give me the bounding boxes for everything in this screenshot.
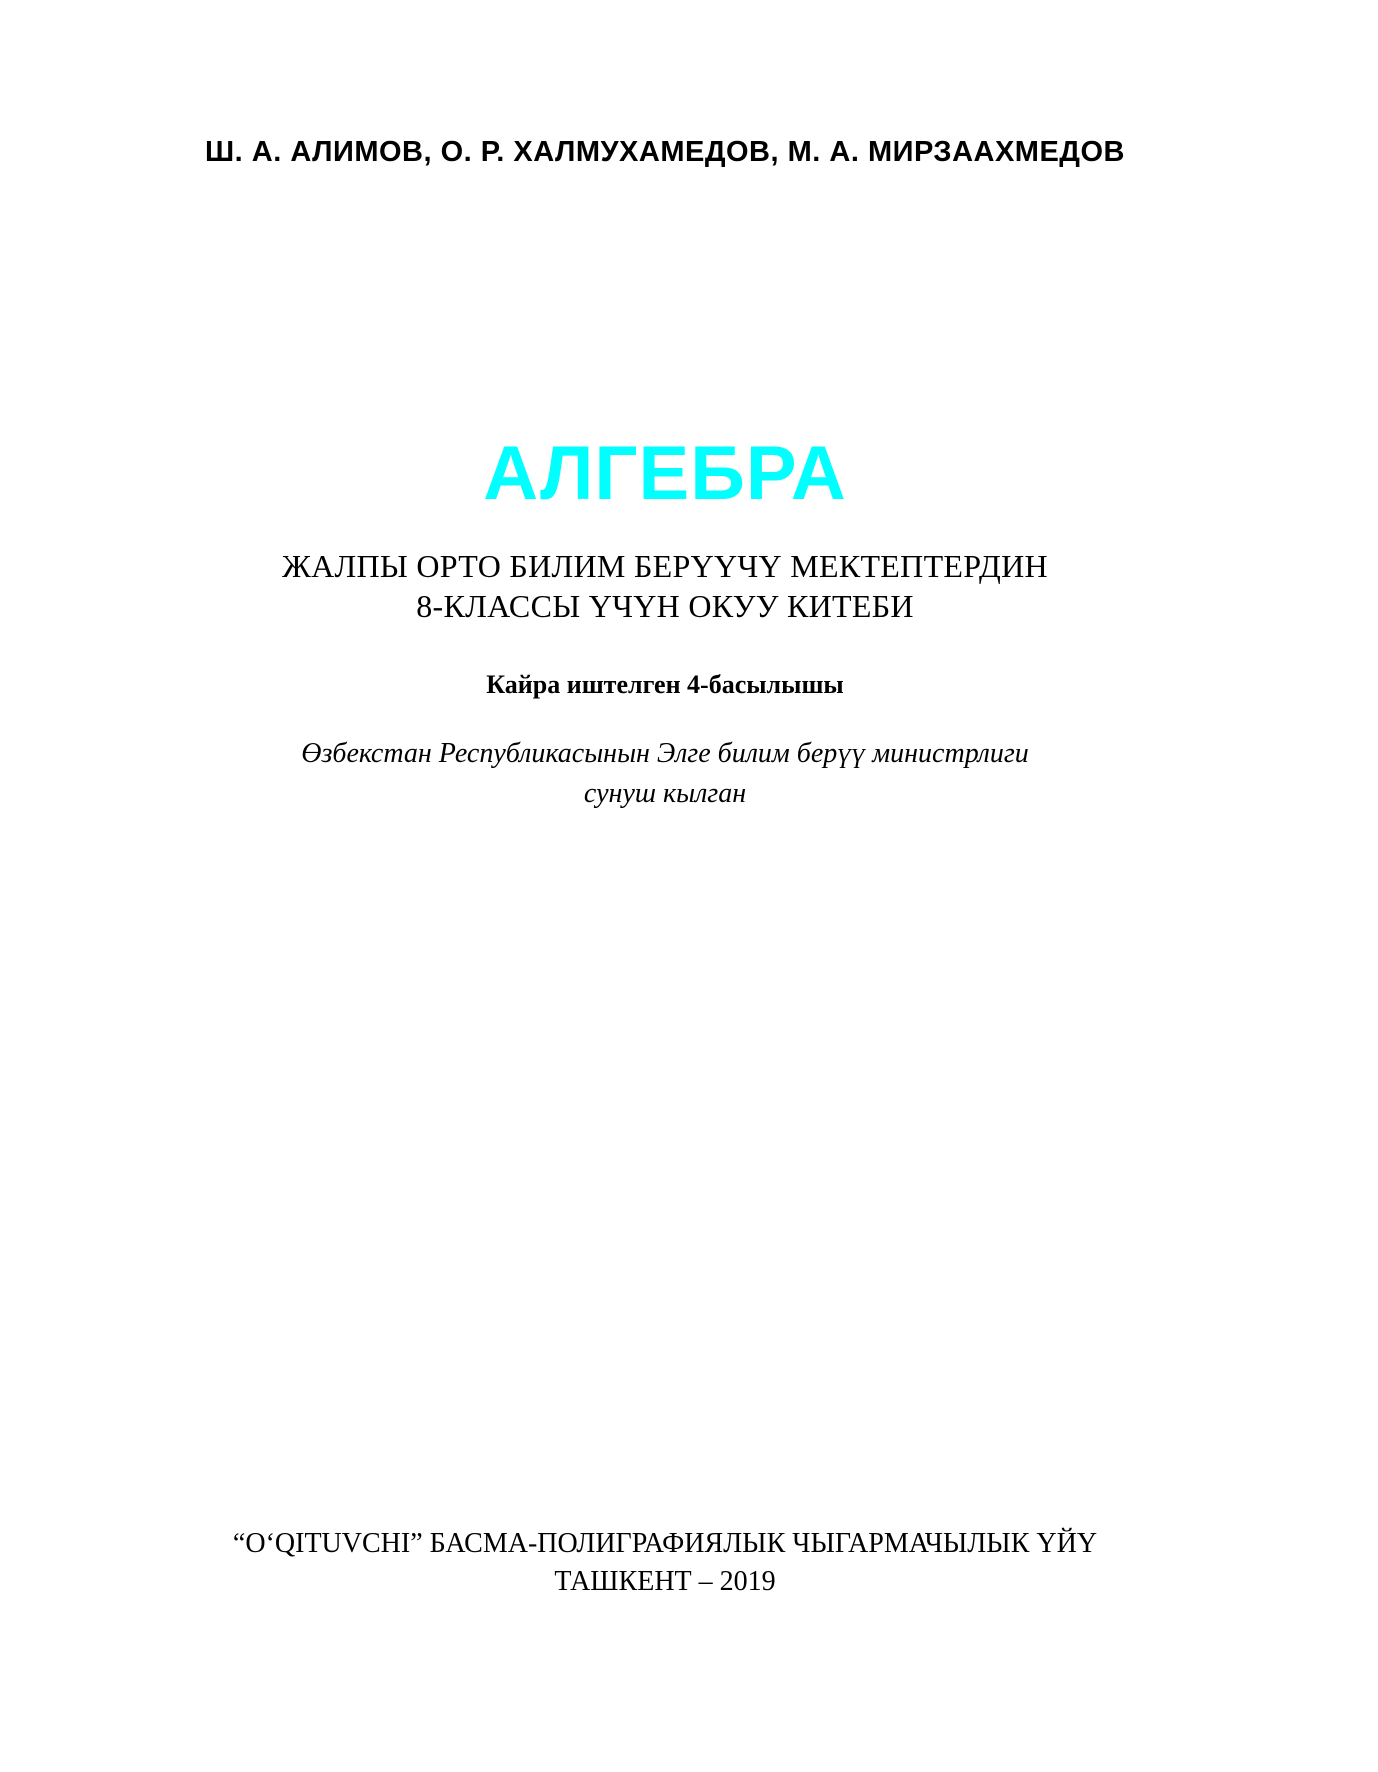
approval-line-2: сунуш кылган — [583, 778, 747, 809]
approval-line-1: Өзбекстан Республикасынын Элге билим берүү министрлиги — [301, 738, 1029, 769]
publisher-name: “O‘QITUVCHI” БАСМА-ПОЛИГРАФИЯЛЫК ЧЫГАРМАЧЫЛЫК ҮЙҮ — [232, 1528, 1098, 1559]
publisher-city-year: ТАШКЕНТ – 2019 — [554, 1566, 776, 1597]
subtitle-line-2: 8-КЛАССЫ ҮЧҮН ОКУУ КИТЕБИ — [416, 588, 914, 624]
book-title: АЛГЕБРА — [483, 431, 847, 516]
authors-line: Ш. А. АЛИМОВ, О. Р. ХАЛМУХАМЕДОВ, М. А. МИРЗААХМЕДОВ — [205, 136, 1125, 168]
subtitle-line-1: ЖАЛПЫ ОРТО БИЛИМ БЕРҮҮЧҮ МЕКТЕПТЕРДИН — [282, 548, 1048, 584]
edition-note: Кайра иштелген 4-басылышы — [486, 670, 844, 699]
